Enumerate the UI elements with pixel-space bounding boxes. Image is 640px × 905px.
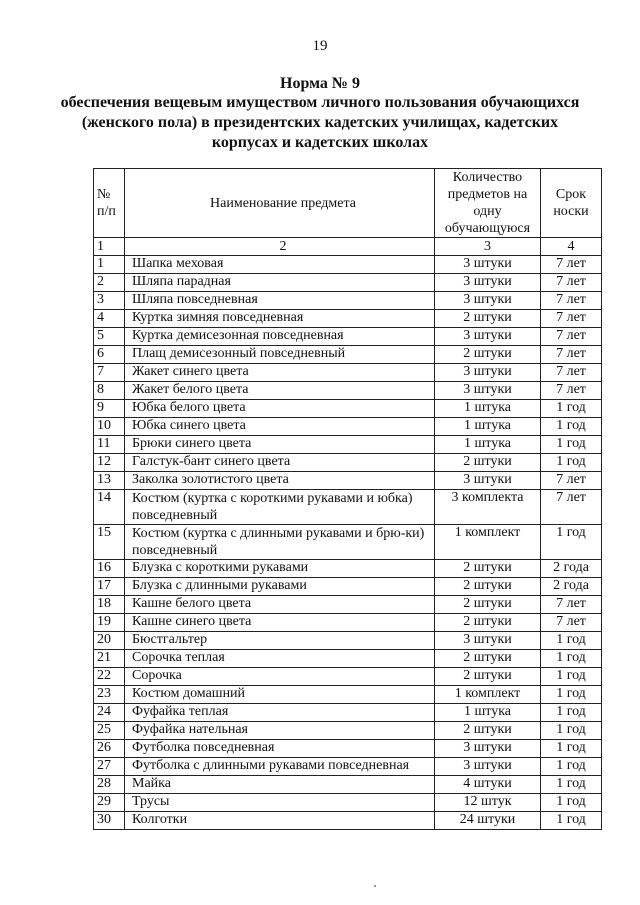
- item-quantity: 3 штуки: [435, 758, 541, 776]
- row-number: 29: [94, 794, 125, 812]
- item-quantity: 2 штуки: [435, 722, 541, 740]
- row-number: 25: [94, 722, 125, 740]
- table-row: [94, 256, 602, 274]
- header-item-name: Наименование предмета: [125, 169, 435, 238]
- table-row: [94, 650, 602, 668]
- item-wear-term: 7 лет: [541, 274, 602, 292]
- table-row: [94, 274, 602, 292]
- item-name: Костюм (куртка с длинными рукавами и брю-ки) повседневный: [125, 525, 435, 560]
- table-row: [94, 436, 602, 454]
- table-row: [94, 776, 602, 794]
- table-row: [94, 400, 602, 418]
- table-row: [94, 632, 602, 650]
- item-name: Кашне синего цвета: [125, 614, 435, 632]
- norm-table-body: [94, 256, 602, 830]
- item-name: Футболка с длинными рукавами повседневная: [125, 758, 435, 776]
- table-row: [94, 328, 602, 346]
- item-name: Куртка демисезонная повседневная: [125, 328, 435, 346]
- row-number: 9: [94, 400, 125, 418]
- row-number: 21: [94, 650, 125, 668]
- table-row: [94, 740, 602, 758]
- item-wear-term: 1 год: [541, 758, 602, 776]
- item-wear-term: 1 год: [541, 704, 602, 722]
- item-quantity: 3 штуки: [435, 256, 541, 274]
- row-number: 24: [94, 704, 125, 722]
- item-quantity: 3 штуки: [435, 632, 541, 650]
- row-number: 11: [94, 436, 125, 454]
- item-quantity: 2 штуки: [435, 454, 541, 472]
- item-quantity: 3 штуки: [435, 740, 541, 758]
- row-number: 28: [94, 776, 125, 794]
- item-name: Шляпа парадная: [125, 274, 435, 292]
- row-number: 20: [94, 632, 125, 650]
- item-wear-term: 7 лет: [541, 596, 602, 614]
- table-row: [94, 560, 602, 578]
- item-quantity: 2 штуки: [435, 668, 541, 686]
- item-quantity: 24 штуки: [435, 812, 541, 830]
- document-title: Норма № 9: [280, 75, 360, 92]
- item-wear-term: 1 год: [541, 436, 602, 454]
- table-row: [94, 364, 602, 382]
- table-row: [94, 490, 602, 525]
- item-name: Колготки: [125, 812, 435, 830]
- item-name: Сорочка: [125, 668, 435, 686]
- column-index: 1: [94, 238, 125, 256]
- header-quantity: Количество предметов на одну обучающуюся: [435, 169, 541, 238]
- item-name: Футболка повседневная: [125, 740, 435, 758]
- item-name: Заколка золотистого цвета: [125, 472, 435, 490]
- item-quantity: 2 штуки: [435, 650, 541, 668]
- item-wear-term: 1 год: [541, 812, 602, 830]
- item-quantity: 2 штуки: [435, 310, 541, 328]
- row-number: 1: [94, 256, 125, 274]
- table-row: [94, 758, 602, 776]
- item-name: Трусы: [125, 794, 435, 812]
- item-name: Фуфайка нательная: [125, 722, 435, 740]
- table-row: [94, 454, 602, 472]
- item-wear-term: 1 год: [541, 794, 602, 812]
- item-wear-term: 2 года: [541, 560, 602, 578]
- item-wear-term: 1 год: [541, 454, 602, 472]
- column-index: 2: [125, 238, 435, 256]
- item-wear-term: 7 лет: [541, 292, 602, 310]
- item-quantity: 2 штуки: [435, 346, 541, 364]
- row-number: 19: [94, 614, 125, 632]
- item-wear-term: 7 лет: [541, 310, 602, 328]
- row-number: 16: [94, 560, 125, 578]
- header-wear-term: Срок носки: [541, 169, 602, 238]
- table-row: [94, 668, 602, 686]
- item-wear-term: 1 год: [541, 722, 602, 740]
- row-number: 10: [94, 418, 125, 436]
- page-number: 19: [312, 38, 328, 54]
- item-wear-term: 1 год: [541, 650, 602, 668]
- item-quantity: 1 штука: [435, 436, 541, 454]
- row-number: 8: [94, 382, 125, 400]
- item-wear-term: 1 год: [541, 668, 602, 686]
- item-wear-term: 1 год: [541, 740, 602, 758]
- item-quantity: 3 штуки: [435, 472, 541, 490]
- item-quantity: 1 комплект: [435, 525, 541, 560]
- row-number: 6: [94, 346, 125, 364]
- table-row: [94, 310, 602, 328]
- item-name: Блузка с короткими рукавами: [125, 560, 435, 578]
- table-row: [94, 596, 602, 614]
- table-row: [94, 346, 602, 364]
- row-number: 13: [94, 472, 125, 490]
- item-wear-term: 7 лет: [541, 364, 602, 382]
- header-number: № п/п: [94, 169, 125, 238]
- item-wear-term: 7 лет: [541, 614, 602, 632]
- item-quantity: 3 штуки: [435, 274, 541, 292]
- item-quantity: 2 штуки: [435, 560, 541, 578]
- item-wear-term: 1 год: [541, 418, 602, 436]
- row-number: 3: [94, 292, 125, 310]
- row-number: 14: [94, 490, 125, 525]
- item-wear-term: 1 год: [541, 686, 602, 704]
- item-wear-term: 7 лет: [541, 328, 602, 346]
- column-index: 3: [435, 238, 541, 256]
- table-row: [94, 704, 602, 722]
- item-name: Жакет синего цвета: [125, 364, 435, 382]
- item-name: Бюстгальтер: [125, 632, 435, 650]
- item-wear-term: 7 лет: [541, 472, 602, 490]
- item-quantity: 3 штуки: [435, 328, 541, 346]
- item-quantity: 2 штуки: [435, 614, 541, 632]
- item-name: Шляпа повседневная: [125, 292, 435, 310]
- table-row: [94, 794, 602, 812]
- document-subtitle: обеспечения вещевым имуществом личного пользования обучающихся (женского пола) в президентских кадетских училищах, кадетских корпусах и кадетских школах: [60, 94, 580, 151]
- item-name: Блузка с длинными рукавами: [125, 578, 435, 596]
- table-row: [94, 614, 602, 632]
- item-wear-term: 1 год: [541, 525, 602, 560]
- item-name: Жакет белого цвета: [125, 382, 435, 400]
- item-wear-term: 1 год: [541, 632, 602, 650]
- item-wear-term: 7 лет: [541, 346, 602, 364]
- item-name: Сорочка теплая: [125, 650, 435, 668]
- item-name: Плащ демисезонный повседневный: [125, 346, 435, 364]
- row-number: 5: [94, 328, 125, 346]
- table-row: [94, 292, 602, 310]
- table-row: [94, 382, 602, 400]
- item-quantity: 4 штуки: [435, 776, 541, 794]
- item-quantity: 3 комплекта: [435, 490, 541, 525]
- table-row: [94, 472, 602, 490]
- item-name: Костюм домашний: [125, 686, 435, 704]
- item-quantity: 2 штуки: [435, 596, 541, 614]
- item-name: Галстук-бант синего цвета: [125, 454, 435, 472]
- item-name: Майка: [125, 776, 435, 794]
- row-number: 15: [94, 525, 125, 560]
- row-number: 17: [94, 578, 125, 596]
- row-number: 2: [94, 274, 125, 292]
- table-row: [94, 418, 602, 436]
- table-row: [94, 525, 602, 560]
- row-number: 27: [94, 758, 125, 776]
- item-name: Костюм (куртка с короткими рукавами и юбка) повседневный: [125, 490, 435, 525]
- item-wear-term: 2 года: [541, 578, 602, 596]
- item-quantity: 1 штука: [435, 704, 541, 722]
- item-quantity: 3 штуки: [435, 292, 541, 310]
- item-wear-term: 7 лет: [541, 382, 602, 400]
- column-index-row: [94, 238, 602, 256]
- item-quantity: 3 штуки: [435, 364, 541, 382]
- item-name: Брюки синего цвета: [125, 436, 435, 454]
- item-quantity: 1 штука: [435, 418, 541, 436]
- item-quantity: 1 штука: [435, 400, 541, 418]
- item-wear-term: 1 год: [541, 776, 602, 794]
- item-quantity: 3 штуки: [435, 382, 541, 400]
- row-number: 7: [94, 364, 125, 382]
- scan-speck: [374, 885, 376, 887]
- row-number: 22: [94, 668, 125, 686]
- row-number: 12: [94, 454, 125, 472]
- item-name: Шапка меховая: [125, 256, 435, 274]
- item-wear-term: 1 год: [541, 400, 602, 418]
- row-number: 18: [94, 596, 125, 614]
- norm-table: [93, 168, 602, 830]
- item-quantity: 2 штуки: [435, 578, 541, 596]
- item-quantity: 1 комплект: [435, 686, 541, 704]
- row-number: 23: [94, 686, 125, 704]
- header-row: [94, 169, 602, 238]
- table-row: [94, 578, 602, 596]
- item-wear-term: 7 лет: [541, 490, 602, 525]
- item-name: Фуфайка теплая: [125, 704, 435, 722]
- row-number: 4: [94, 310, 125, 328]
- item-name: Кашне белого цвета: [125, 596, 435, 614]
- table-row: [94, 812, 602, 830]
- item-wear-term: 7 лет: [541, 256, 602, 274]
- item-name: Юбка синего цвета: [125, 418, 435, 436]
- table-row: [94, 686, 602, 704]
- row-number: 30: [94, 812, 125, 830]
- item-name: Куртка зимняя повседневная: [125, 310, 435, 328]
- table-row: [94, 722, 602, 740]
- item-quantity: 12 штук: [435, 794, 541, 812]
- row-number: 26: [94, 740, 125, 758]
- column-index: 4: [541, 238, 602, 256]
- item-name: Юбка белого цвета: [125, 400, 435, 418]
